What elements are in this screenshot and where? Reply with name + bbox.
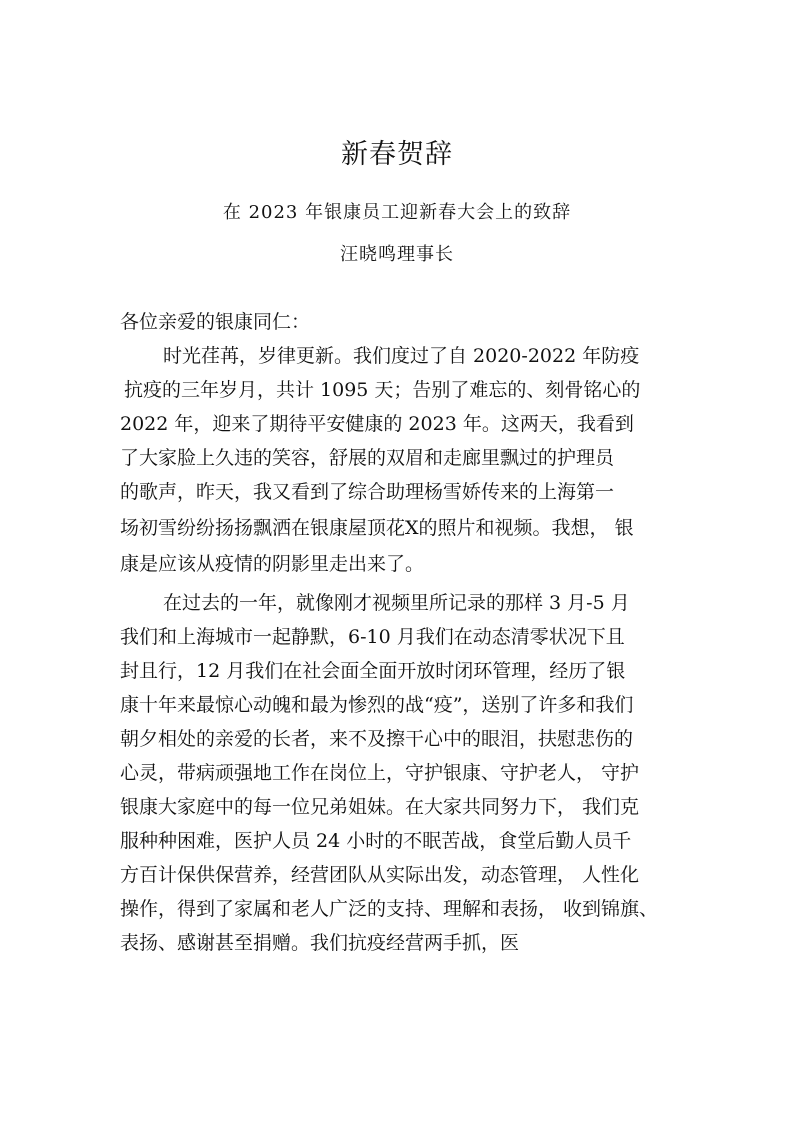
salutation-line: 各位亲爱的银康同仁： [120, 311, 311, 333]
paragraph-line: 方百计保供保营养，经营团队从实际出发，动态管理， 人性化 [120, 864, 640, 886]
paragraph-line: 康十年来最惊心动魄和最为惨烈的战“疫”，送别了许多和我们 [120, 694, 634, 716]
paragraph-line: 封且行，12 月我们在社会面全面开放时闭环管理，经历了银 [120, 660, 626, 682]
paragraph-line: 操作，得到了家属和老人广泛的支持、理解和表扬， 收到锦旗、 [120, 898, 659, 920]
paragraph-line: 朝夕相处的亲爱的长者，来不及擦干心中的眼泪，扶慰悲伤的 [120, 728, 634, 750]
speaker-name: 汪晓鸣理事长 [340, 244, 454, 265]
document-title: 新春贺辞 [341, 139, 453, 170]
paragraph-line: 表扬、感谢甚至捐赠。我们抗疫经营两手抓，医 [120, 932, 520, 954]
paragraph-line: 抗疫的三年岁月，共计 1095 天；告别了难忘的、刻骨铭心的 [124, 379, 641, 401]
paragraph-line: 心灵，带病顽强地工作在岗位上，守护银康、守护老人， 守护 [120, 762, 640, 784]
paragraph-line: 场初雪纷纷扬扬飘洒在银康屋顶花X的照片和视频。我想， 银 [120, 517, 634, 539]
paragraph-line: 了大家脸上久违的笑容，舒展的双眉和走廊里飘过的护理员 [120, 447, 615, 469]
paragraph-line: 服种种困难，医护人员 24 小时的不眠苦战，食堂后勤人员千 [120, 830, 632, 852]
paragraph-line: 在过去的一年，就像刚才视频里所记录的那样 3 月-5 月 [163, 592, 630, 614]
paragraph-line: 2022 年，迎来了期待平安健康的 2023 年。这两天，我看到 [120, 413, 634, 435]
paragraph-line: 的歌声，昨天，我又看到了综合助理杨雪娇传来的上海第一 [120, 481, 615, 503]
paragraph-line: 康是应该从疫情的阴影里走出来了。 [120, 553, 425, 575]
document-subtitle: 在 2023 年银康员工迎新春大会上的致辞 [222, 202, 572, 223]
paragraph-line: 银康大家庭中的每一位兄弟姐妹。在大家共同努力下， 我们克 [120, 796, 640, 818]
paragraph-line: 时光荏苒，岁律更新。我们度过了自 2020-2022 年防疫 [163, 345, 640, 367]
paragraph-line: 我们和上海城市一起静默，6-10 月我们在动态清零状况下且 [120, 626, 625, 648]
